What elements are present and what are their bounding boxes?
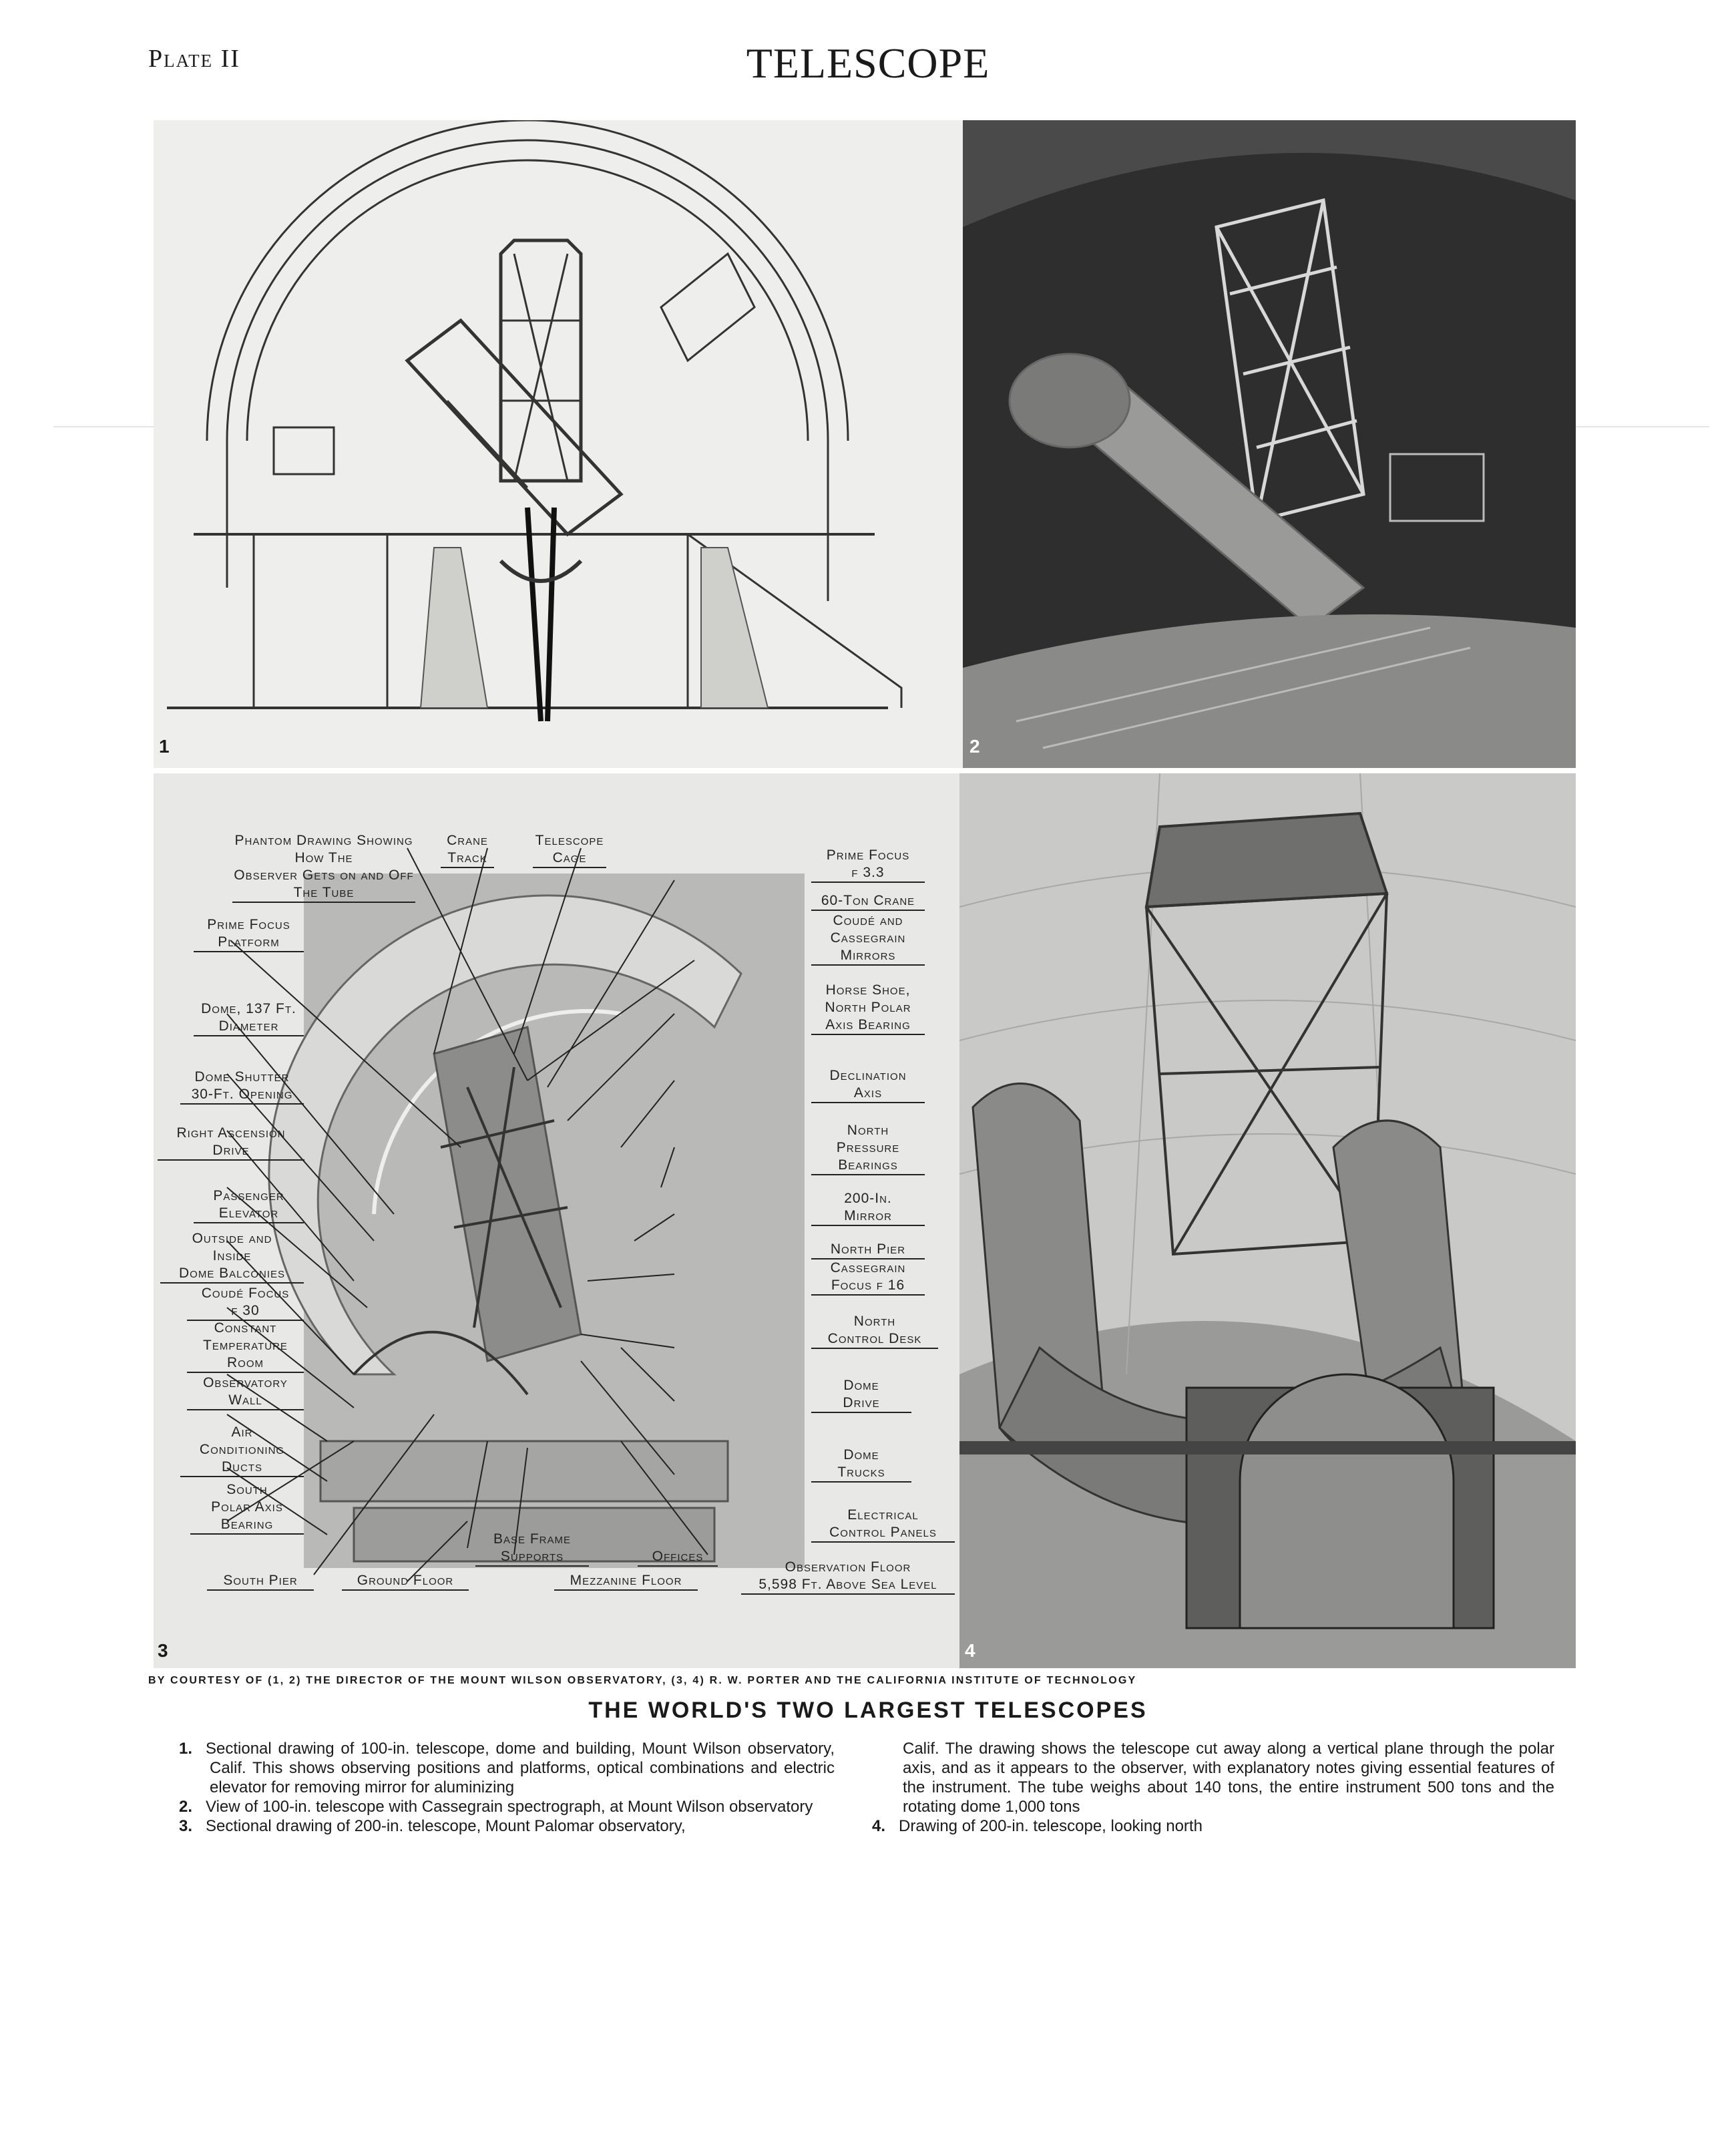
label-passenger-elevator: Passenger Elevator <box>194 1187 304 1223</box>
panel-number-4: 4 <box>965 1640 975 1661</box>
label-prime-focus: Prime Focus f 3.3 <box>811 847 925 883</box>
panel-number-2: 2 <box>969 736 980 757</box>
caption-item-2: 2. View of 100-in. telescope with Cassegrain spectrograph, at Mount Wilson observatory <box>179 1798 813 1816</box>
label-coude-cassegrain-mirrors: Coudé and Cassegrain Mirrors <box>811 912 925 966</box>
label-north-control-desk: North Control Desk <box>811 1313 938 1349</box>
label-observation-floor: Observation Floor 5,598 Ft. Above Sea Level <box>741 1559 955 1595</box>
figure-1-illustration <box>154 120 963 768</box>
caption-left-column <box>179 1739 835 1836</box>
label-ground-floor: Ground Floor <box>342 1572 469 1591</box>
label-south-pier: South Pier <box>207 1572 314 1591</box>
figure-2-illustration <box>963 120 1576 768</box>
label-observatory-wall: Observatory Wall <box>187 1374 304 1410</box>
caption-right-column <box>872 1739 1554 1836</box>
panel-number-1: 1 <box>159 736 170 757</box>
label-offices: Offices <box>638 1548 718 1567</box>
label-south-polar-axis-bearing: South Polar Axis Bearing <box>190 1481 304 1535</box>
label-60-ton-crane: 60-Ton Crane <box>811 892 925 911</box>
figure-3-sectional-drawing-200in <box>154 773 959 1668</box>
label-electrical-control-panels: Electrical Control Panels <box>811 1507 955 1543</box>
panel-number-3: 3 <box>158 1640 168 1661</box>
plate-label: Plate II <box>148 45 240 73</box>
page-title: TELESCOPE <box>746 39 990 87</box>
label-air-conditioning-ducts: Air Conditioning Ducts <box>180 1424 304 1477</box>
caption-item-3-continued: Calif. The drawing shows the telescope cut away along a vertical plane through the polar axis, and as it appears to the observer, with explanatory notes giving essential features of the instrument. The tube weighs about 140 tons, the entire instrument 500 tons and the rotating dome 1,000 tons <box>903 1740 1554 1816</box>
label-dome-balconies: Outside and Inside Dome Balconies <box>160 1230 304 1284</box>
label-200in-mirror: 200-In. Mirror <box>811 1190 925 1226</box>
label-dome-shutter: Dome Shutter 30-Ft. Opening <box>180 1068 304 1105</box>
figure-2-photo-100in <box>963 120 1576 768</box>
caption-item-3: 3. Sectional drawing of 200-in. telescope, Mount Palomar observatory, <box>179 1817 686 1835</box>
label-constant-temperature-room: Constant Temperature Room <box>187 1320 304 1373</box>
label-prime-focus-platform: Prime Focus Platform <box>194 916 304 952</box>
label-base-frame-supports: Base Frame Supports <box>475 1531 589 1567</box>
label-horse-shoe-bearing: Horse Shoe, North Polar Axis Bearing <box>811 982 925 1035</box>
label-declination-axis: Declination Axis <box>811 1067 925 1103</box>
label-dome-diameter: Dome, 137 Ft. Diameter <box>194 1000 304 1036</box>
label-right-ascension-drive: Right Ascension Drive <box>158 1125 304 1161</box>
photo-credit: BY COURTESY OF (1, 2) THE DIRECTOR OF THE MOUNT WILSON OBSERVATORY, (3, 4) R. W. PORTER AND THE CALIFORNIA INSTITUTE OF TECHNOLOGY <box>148 1675 1137 1686</box>
label-telescope-cage: Telescope Cage <box>533 832 606 868</box>
figure-4-drawing-200in-looking-north <box>959 773 1576 1668</box>
figure-1-sectional-drawing-100in <box>154 120 963 768</box>
label-dome-trucks: Dome Trucks <box>811 1446 911 1483</box>
label-coude-focus: Coudé Focus f 30 <box>187 1285 304 1321</box>
caption-title: THE WORLD'S TWO LARGEST TELESCOPES <box>588 1698 1148 1723</box>
caption-item-4: 4. Drawing of 200-in. telescope, looking north <box>872 1817 1203 1835</box>
figure-4-illustration <box>959 773 1576 1668</box>
label-crane-track: Crane Track <box>441 832 494 868</box>
label-mezzanine-floor: Mezzanine Floor <box>554 1572 698 1591</box>
caption-item-1: 1. Sectional drawing of 100-in. telescope, dome and building, Mount Wilson observatory, Calif. This shows observing positions and platforms, optical combinations and electric elevator for removing mirror for aluminizing <box>179 1740 835 1796</box>
label-north-pressure-bearings: North Pressure Bearings <box>811 1122 925 1175</box>
label-dome-drive: Dome Drive <box>811 1377 911 1413</box>
label-cassegrain-focus: Cassegrain Focus f 16 <box>811 1259 925 1296</box>
label-phantom-drawing: Phantom Drawing Showing How The Observer Gets on and Off The Tube <box>232 832 415 903</box>
label-north-pier: North Pier <box>811 1241 925 1259</box>
